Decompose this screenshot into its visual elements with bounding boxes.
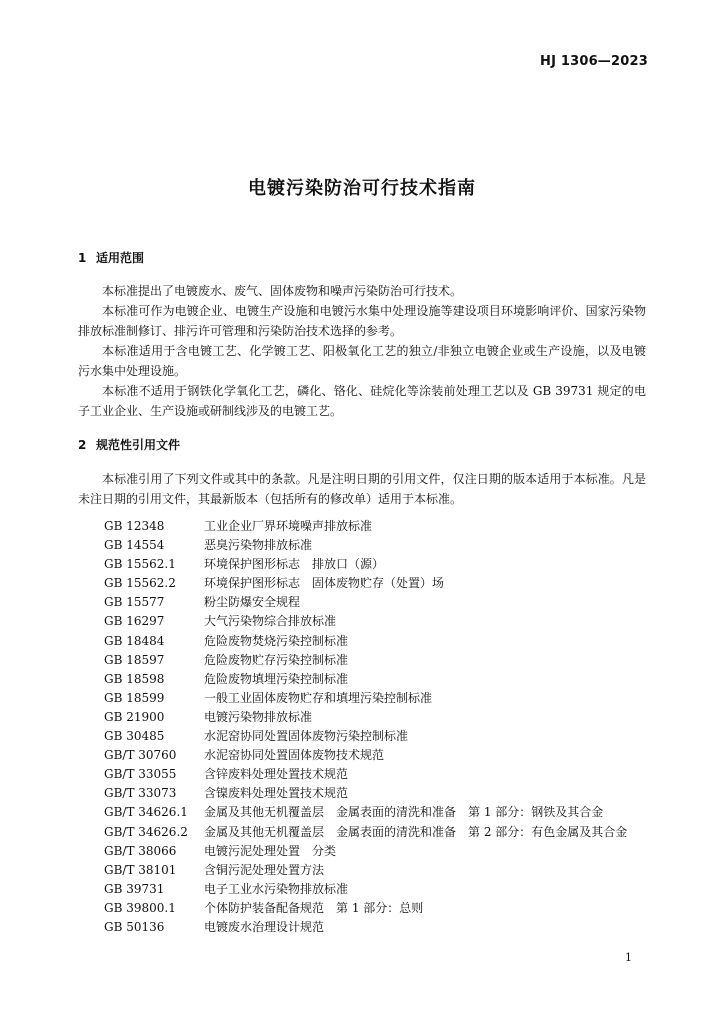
section-2-heading [78, 436, 180, 453]
reference-code: GB 18484 [104, 633, 165, 648]
reference-title: 含镍废料处理处置技术规范 [204, 786, 349, 801]
reference-title: 工业企业厂界环境噪声排放标准 [204, 519, 373, 533]
reference-item [104, 689, 664, 708]
reference-code: GB 16297 [104, 614, 165, 629]
reference-code: GB 18598 [104, 671, 165, 686]
reference-code: GB 15562.1 [104, 557, 176, 572]
section-1-paragraph: 本标准可作为电镀企业、电镀生产设施和电镀污水集中处理设施等建设项目环境影响评价、国家污染物排放标准制修订、排污许可管理和污染防治技术选择的参考。 [78, 304, 646, 338]
section-2-paragraph: 本标准引用了下列文件或其中的条款。凡是注明日期的引用文件，仅注日期的版本适用于本标准。凡是未注日期的引用文件，其最新版本（包括所有的修改单）适用于本标准。 [78, 472, 646, 506]
reference-item [104, 803, 664, 822]
reference-item [104, 574, 664, 593]
reference-item [104, 899, 664, 918]
reference-code: GB/T 33073 [104, 786, 177, 801]
reference-code: GB 14554 [104, 538, 165, 553]
reference-code: GB 15562.2 [104, 576, 176, 591]
reference-code: GB/T 30760 [104, 748, 177, 763]
reference-item [104, 517, 664, 536]
reference-item [104, 765, 664, 784]
reference-item [104, 918, 664, 937]
reference-title: 水泥窑协同处置固体废物污染控制标准 [204, 729, 409, 744]
reference-title: 大气污染物综合排放标准 [204, 614, 337, 629]
reference-title: 危险废物贮存污染控制标准 [204, 652, 349, 667]
reference-item [104, 593, 664, 612]
reference-title: 电镀废水治理设计规范 [204, 919, 325, 934]
document-title: 电镀污染防治可行技术指南 [248, 178, 476, 199]
reference-title: 含锌废料处理处置技术规范 [204, 767, 349, 782]
reference-item [104, 555, 664, 574]
reference-item [104, 670, 664, 689]
reference-code: GB/T 34626.1 [104, 805, 188, 820]
section-1-paragraph: 本标准不适用于钢铁化学氧化工艺，磷化、铬化、硅烷化等涂装前处理工艺以及 GB 39731 规定的电子工业企业、生产设施或研制线涉及的电镀工艺。 [78, 384, 646, 418]
reference-code: GB/T 34626.2 [104, 824, 188, 839]
reference-item [104, 861, 664, 880]
section-1-body [78, 281, 646, 421]
section-2-body [78, 469, 646, 509]
reference-code: GB 30485 [104, 729, 165, 744]
reference-title: 恶臭污染物排放标准 [204, 538, 313, 553]
page-number: 1 [625, 951, 632, 964]
reference-item [104, 842, 664, 861]
reference-code: GB 39800.1 [104, 900, 176, 915]
reference-code: GB 18597 [104, 652, 165, 667]
reference-item [104, 651, 664, 670]
reference-item [104, 536, 664, 555]
reference-title: 个体防护装备配备规范 第 1 部分：总则 [204, 900, 424, 915]
section-2-title: 规范性引用文件 [96, 438, 181, 452]
reference-code: GB 18599 [104, 690, 165, 705]
reference-title: 电子工业水污染物排放标准 [204, 881, 349, 896]
reference-title: 环境保护图形标志 固体废物贮存（处置）场 [204, 576, 445, 591]
reference-item [104, 632, 664, 651]
reference-code: GB/T 38101 [104, 862, 177, 877]
reference-title: 金属及其他无机覆盖层 金属表面的清洗和准备 第 2 部分：有色金属及其合金 [204, 824, 628, 839]
reference-item [104, 823, 664, 842]
reference-title: 一般工业固体废物贮存和填埋污染控制标准 [204, 690, 433, 705]
reference-title: 危险废物填埋污染控制标准 [204, 671, 349, 686]
section-1-number: 1 [78, 251, 87, 265]
reference-title: 电镀污泥处理处置 分类 [204, 843, 337, 858]
reference-code: GB 15577 [104, 595, 165, 610]
reference-item [104, 746, 664, 765]
reference-item [104, 708, 664, 727]
reference-item [104, 880, 664, 899]
reference-code: GB/T 33055 [104, 767, 177, 782]
reference-code: GB 12348 [104, 519, 165, 533]
reference-title: 电镀污染物排放标准 [204, 709, 313, 724]
reference-code: GB 39731 [104, 881, 165, 896]
reference-code: GB 50136 [104, 919, 165, 934]
reference-title: 含铜污泥处理处置方法 [204, 862, 325, 877]
reference-title: 环境保护图形标志 排放口（源） [204, 557, 385, 572]
section-1-heading [78, 249, 144, 266]
standard-number: HJ 1306—2023 [539, 54, 648, 69]
section-1-title: 适用范围 [96, 251, 145, 265]
reference-code: GB/T 38066 [104, 843, 177, 858]
reference-title: 金属及其他无机覆盖层 金属表面的清洗和准备 第 1 部分：钢铁及其合金 [204, 805, 604, 820]
section-1-paragraph: 本标准适用于含电镀工艺、化学镀工艺、阳极氧化工艺的独立/非独立电镀企业或生产设施，以及电镀污水集中处理设施。 [78, 344, 646, 378]
reference-item [104, 784, 664, 803]
reference-title: 粉尘防爆安全规程 [204, 595, 301, 610]
reference-title: 水泥窑协同处置固体废物技术规范 [204, 748, 385, 763]
reference-item [104, 612, 664, 631]
reference-item [104, 727, 664, 746]
section-1-paragraph: 本标准提出了电镀废水、废气、固体废物和噪声污染防治可行技术。 [102, 284, 463, 298]
reference-list [104, 517, 664, 937]
reference-code: GB 21900 [104, 709, 165, 724]
section-2-number: 2 [78, 438, 87, 452]
reference-title: 危险废物焚烧污染控制标准 [204, 633, 349, 648]
